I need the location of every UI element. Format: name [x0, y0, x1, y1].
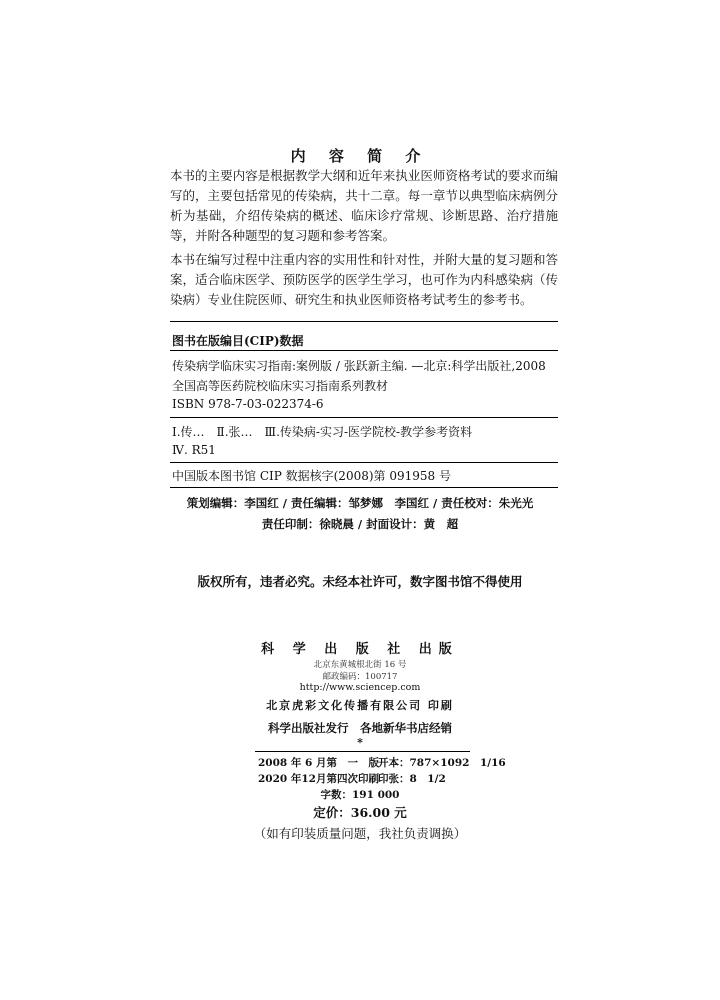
- book-format: 开本：787×1092 1/16: [378, 757, 506, 769]
- print-sheets: 印张：8 1/2: [378, 773, 446, 785]
- cip-series-line: 全国高等医药院校临床实习指南系列教材: [172, 379, 389, 393]
- cip-isbn-line: ISBN 978-7-03-022374-6: [172, 397, 324, 411]
- cip-class-rule: [170, 462, 558, 463]
- summary-paragraph-2: 本书在编写过程中注重内容的实用性和针对性，并附大量的复习题和答案，适合临床医学、预防医学的医学生学习，也可作为内科感染病（传染病）专业住院医师、研究生和执业医师资格考试考生的参考书。: [170, 252, 558, 307]
- cip-subject-line: Ⅰ.传… Ⅱ.张… Ⅲ.传染病-实习-医学院校-教学参考资料: [172, 425, 473, 439]
- edition-top-rule: [255, 751, 470, 752]
- price: 定价：36.00 元: [313, 805, 407, 820]
- cip-bottom-rule: [170, 487, 558, 488]
- cip-title-line: 传染病学临床实习指南:案例版 / 张跃新主编. —北京:科学出版社,2008: [172, 359, 546, 373]
- cip-heading-rule: [170, 350, 558, 351]
- fourth-printing: 2020 年12月第四次印刷: [258, 773, 379, 785]
- edition-row-1: [258, 755, 506, 770]
- cip-top-rule: [170, 321, 558, 322]
- distribution-line: 科学出版社发行 各地新华书店经销: [268, 721, 452, 735]
- quality-note: （如有印装质量问题，我社负责调换）: [253, 826, 467, 841]
- staff-line-2: 责任印制：徐晓晨 / 封面设计：黄 超: [261, 517, 459, 531]
- word-count: 字数：191 000: [320, 789, 400, 801]
- cip-isbn-rule: [170, 417, 558, 418]
- publisher-url: http://www.sciencep.com: [299, 682, 421, 693]
- publisher-postcode: 邮政编码：100717: [322, 672, 398, 682]
- printer-line: 北京虎彩文化传播有限公司 印刷: [266, 699, 454, 712]
- cip-core-line: 中国版本图书馆 CIP 数据核字(2008)第 091958 号: [172, 469, 451, 483]
- publisher-name: 科 学 出 版 社 出版: [261, 642, 459, 657]
- cip-class-line: Ⅳ. R51: [172, 443, 216, 457]
- summary-paragraph-1: 本书的主要内容是根据教学大纲和近年来执业医师资格考试的要求而编写的，主要包括常见的传染病，共十二章。每一章节以典型临床病例分析为基础，介绍传染病的概述、临床诊疗常规、诊断思路、治疗措施等，并附各种题型的复习题和参考答案。: [170, 168, 558, 243]
- publisher-address: 北京东黄城根北街 16 号: [313, 660, 407, 670]
- separator-star: *: [357, 736, 363, 749]
- staff-line-1: 策划编辑：李国红 / 责任编辑：邹梦娜 李国红 / 责任校对：朱光光: [186, 496, 534, 510]
- first-edition: 2008 年 6 月第 一 版: [258, 757, 379, 769]
- edition-row-2: [258, 771, 446, 786]
- copyright-notice: 版权所有，违者必究。未经本社许可，数字图书馆不得使用: [197, 574, 523, 589]
- cip-heading: 图书在版编目(CIP)数据: [172, 334, 304, 348]
- summary-heading: 内 容 简 介: [290, 147, 430, 165]
